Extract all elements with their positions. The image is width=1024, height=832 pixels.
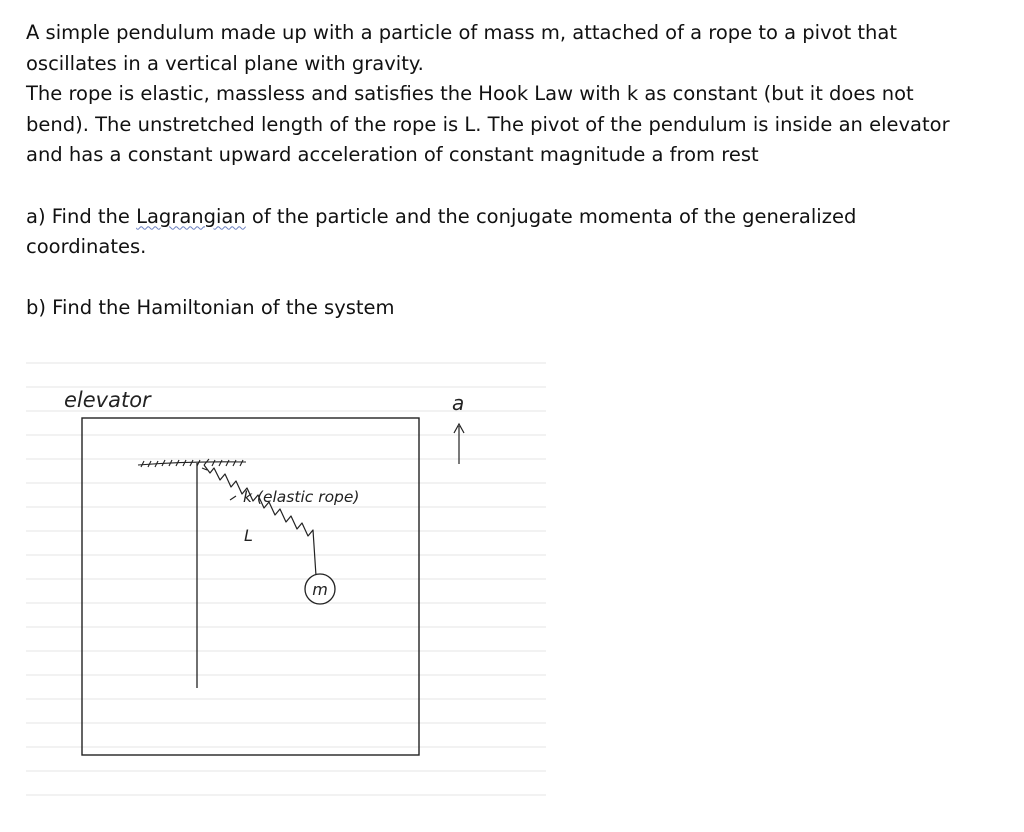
- ceiling-hatch: [138, 460, 246, 467]
- spring-label: k (elastic rope): [243, 488, 360, 506]
- elastic-rope: [204, 465, 316, 576]
- pivot-mark: [202, 459, 209, 470]
- intro-line-1: A simple pendulum made up with a particle of mass m, attached of a rope to a pivot that: [26, 21, 898, 44]
- intro-line-2: oscillates in a vertical plane with gravity.: [26, 51, 424, 75]
- elevator-label: elevator: [64, 388, 151, 412]
- acceleration-label: a: [452, 391, 465, 415]
- part-a-rest: of the particle and the conjugate momenta of the generalized: [245, 204, 857, 228]
- pendulum-sketch: [0, 340, 560, 810]
- intro-line-3: The rope is elastic, massless and satisfies the Hook Law with k as constant (but it does not: [26, 82, 914, 105]
- spring-label-tick: [230, 496, 236, 500]
- part-a-line-2: coordinates.: [26, 235, 147, 258]
- part-a-prefix: a) Find the: [26, 204, 137, 228]
- intro-line-5: and has a constant upward acceleration of constant magnitude a from rest: [26, 143, 759, 166]
- length-label: L: [244, 526, 253, 545]
- ruled-lines: [26, 363, 546, 795]
- part-b-question: b) Find the Hamiltonian of the system: [26, 295, 395, 319]
- problem-statement: [26, 18, 996, 323]
- part-a-question: [26, 202, 996, 233]
- part-a-spellcheck-word: Lagrangian: [136, 204, 246, 228]
- intro-line-4: bend). The unstretched length of the rope is L. The pivot of the pendulum is inside an elevator: [26, 112, 950, 136]
- mass-label: m: [312, 580, 328, 599]
- acceleration-arrow: [454, 424, 464, 464]
- elevator-box: [82, 418, 419, 755]
